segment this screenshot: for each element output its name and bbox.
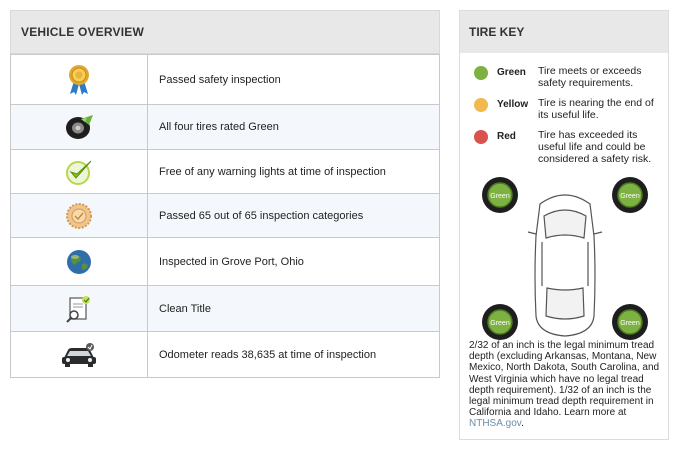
overview-row-text: Passed 65 out of 65 inspection categories xyxy=(148,194,440,238)
tire-key-desc: Tire is nearing the end of its useful life. xyxy=(538,97,654,121)
inspection-seal-icon xyxy=(65,202,93,230)
tire-icon xyxy=(63,113,95,141)
tire-key-name: Yellow xyxy=(497,99,529,110)
yellow-dot-icon xyxy=(474,98,488,112)
vehicle-overview-title: VEHICLE OVERVIEW xyxy=(10,10,440,54)
tire-front-right xyxy=(612,177,648,213)
tire-key-green xyxy=(474,65,664,89)
tread-depth-end: . xyxy=(521,418,524,430)
tire-key-name: Red xyxy=(497,131,516,142)
table-row xyxy=(11,150,440,194)
tire-key-panel xyxy=(459,10,669,440)
vehicle-overview-table xyxy=(10,54,440,378)
overview-row-text: Free of any warning lights at time of inspection xyxy=(148,150,440,194)
nthsa-link[interactable]: NTHSA.gov xyxy=(469,418,522,430)
ribbon-icon xyxy=(67,64,91,96)
tread-depth-text: 2/32 of an inch is the legal minimum tread depth (excluding Arkansas, Montana, New Mexico, North Dakota, South Carolina, and West Virginia which have no legal tread depth requirement). 1/32 of an inch is the legal minimum tread depth requirement in California and Idaho. Learn more at xyxy=(469,340,660,419)
tire-key-name: Green xyxy=(497,67,526,78)
tire-front-left xyxy=(482,177,518,213)
overview-row-text: Clean Title xyxy=(148,286,440,332)
car-tire-diagram xyxy=(480,176,650,344)
tire-label: Green xyxy=(490,320,510,327)
table-row xyxy=(11,55,440,105)
odometer-car-icon xyxy=(60,342,98,368)
tire-key-title: TIRE KEY xyxy=(460,11,668,53)
title-document-icon xyxy=(64,294,94,324)
overview-row-text: Inspected in Grove Port, Ohio xyxy=(148,238,440,286)
overview-row-text: All four tires rated Green xyxy=(148,105,440,150)
tread-depth-note xyxy=(469,340,667,430)
table-row xyxy=(11,286,440,332)
tire-key-yellow xyxy=(474,97,664,121)
red-dot-icon xyxy=(474,130,488,144)
car-top-view-icon xyxy=(528,195,602,336)
table-row xyxy=(11,238,440,286)
vehicle-overview-panel xyxy=(10,10,440,378)
tire-key-desc: Tire has exceeded its useful life and could be considered a safety risk. xyxy=(538,129,652,165)
table-row xyxy=(11,105,440,150)
overview-row-text: Passed safety inspection xyxy=(148,55,440,105)
tire-rear-right xyxy=(612,304,648,340)
table-row xyxy=(11,194,440,238)
tire-label: Green xyxy=(620,193,640,200)
table-row xyxy=(11,332,440,378)
green-dot-icon xyxy=(474,66,488,80)
globe-icon xyxy=(65,248,93,276)
tire-rear-left xyxy=(482,304,518,340)
tire-key-desc: Tire meets or exceeds safety requirements. xyxy=(538,65,642,89)
overview-row-text: Odometer reads 38,635 at time of inspection xyxy=(148,332,440,378)
tire-label: Green xyxy=(620,320,640,327)
tire-label: Green xyxy=(490,193,510,200)
tire-key-red xyxy=(474,129,664,165)
checkmark-icon xyxy=(64,158,94,186)
